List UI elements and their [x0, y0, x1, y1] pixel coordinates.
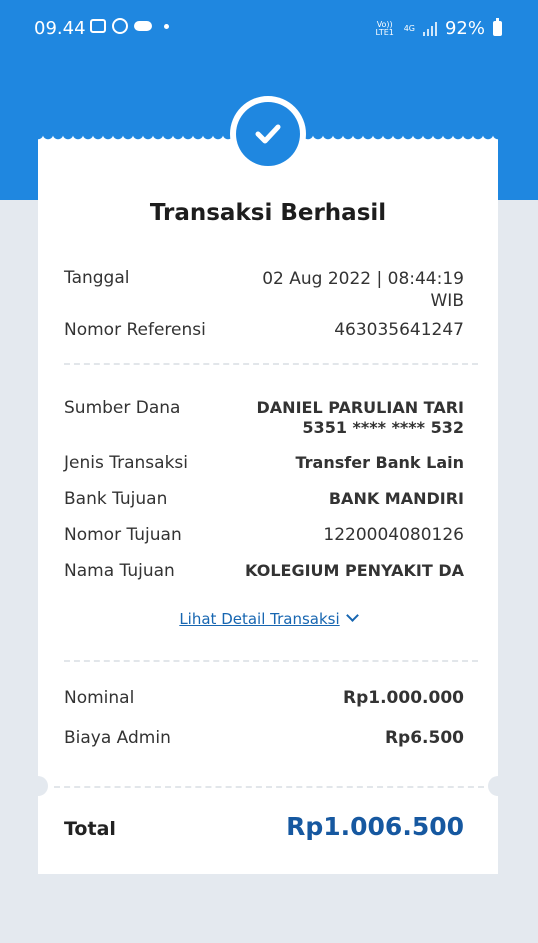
nama-tujuan-value: KOLEGIUM PENYAKIT DA — [245, 561, 464, 580]
nomor-tujuan-label: Nomor Tujuan — [64, 525, 182, 545]
nama-tujuan-label: Nama Tujuan — [64, 561, 175, 581]
sumber-dana-name: DANIEL PARULIAN TARI — [256, 398, 464, 417]
bank-tujuan-value: BANK MANDIRI — [328, 489, 464, 508]
detail-transaction-link-label[interactable]: Lihat Detail Transaksi — [179, 610, 340, 628]
total-value: Rp1.006.500 — [286, 812, 464, 841]
status-right — [374, 18, 502, 39]
receipt-notch-left — [28, 776, 48, 796]
nomor-referensi-value: 463035641247 — [334, 320, 464, 340]
cloud-icon — [134, 21, 152, 31]
page-title: Transaksi Berhasil — [149, 200, 387, 226]
jenis-transaksi-value: Transfer Bank Lain — [295, 453, 464, 472]
volte-indicator: Vo)) LTE1 — [375, 19, 394, 37]
divider — [64, 363, 478, 365]
tanggal-label: Tanggal — [64, 268, 130, 288]
whatsapp-icon — [112, 18, 128, 34]
detail-transaction-link[interactable] — [38, 610, 498, 628]
nomor-tujuan-value: 1220004080126 — [323, 525, 464, 545]
battery-percent: 92% — [444, 18, 485, 39]
battery-icon — [493, 21, 502, 36]
nominal-label: Nominal — [64, 688, 135, 708]
receipt-notch-right — [488, 776, 508, 796]
row-tanggal — [64, 268, 464, 312]
sumber-dana-value — [257, 398, 464, 438]
biaya-admin-value: Rp6.500 — [384, 728, 464, 748]
more-notifications-dot-icon — [164, 24, 169, 29]
bank-tujuan-label: Bank Tujuan — [64, 489, 168, 509]
bri-app-icon — [90, 19, 106, 33]
biaya-admin-label: Biaya Admin — [64, 728, 171, 748]
nominal-value: Rp1.000.000 — [343, 688, 464, 708]
notification-icons — [90, 18, 169, 34]
tanggal-value — [262, 268, 464, 312]
divider — [64, 660, 478, 662]
tanggal-value-line2: WIB — [430, 291, 464, 311]
jenis-transaksi-label: Jenis Transaksi — [64, 453, 188, 473]
signal-icon — [423, 22, 437, 36]
sumber-dana-account: 5351 **** **** 532 — [302, 418, 464, 437]
status-bar — [0, 0, 538, 56]
status-time: 09.44 — [34, 18, 86, 39]
row-sumber-dana — [64, 398, 464, 442]
checkmark-icon — [236, 102, 300, 166]
chevron-down-icon[interactable] — [346, 609, 359, 622]
tanggal-value-line1: 02 Aug 2022 | 08:44:19 — [262, 269, 464, 289]
sumber-dana-label: Sumber Dana — [64, 398, 181, 418]
divider — [54, 786, 484, 788]
nomor-referensi-label: Nomor Referensi — [64, 320, 206, 340]
total-label: Total — [64, 818, 116, 840]
network-type-indicator: 4G — [403, 24, 415, 33]
